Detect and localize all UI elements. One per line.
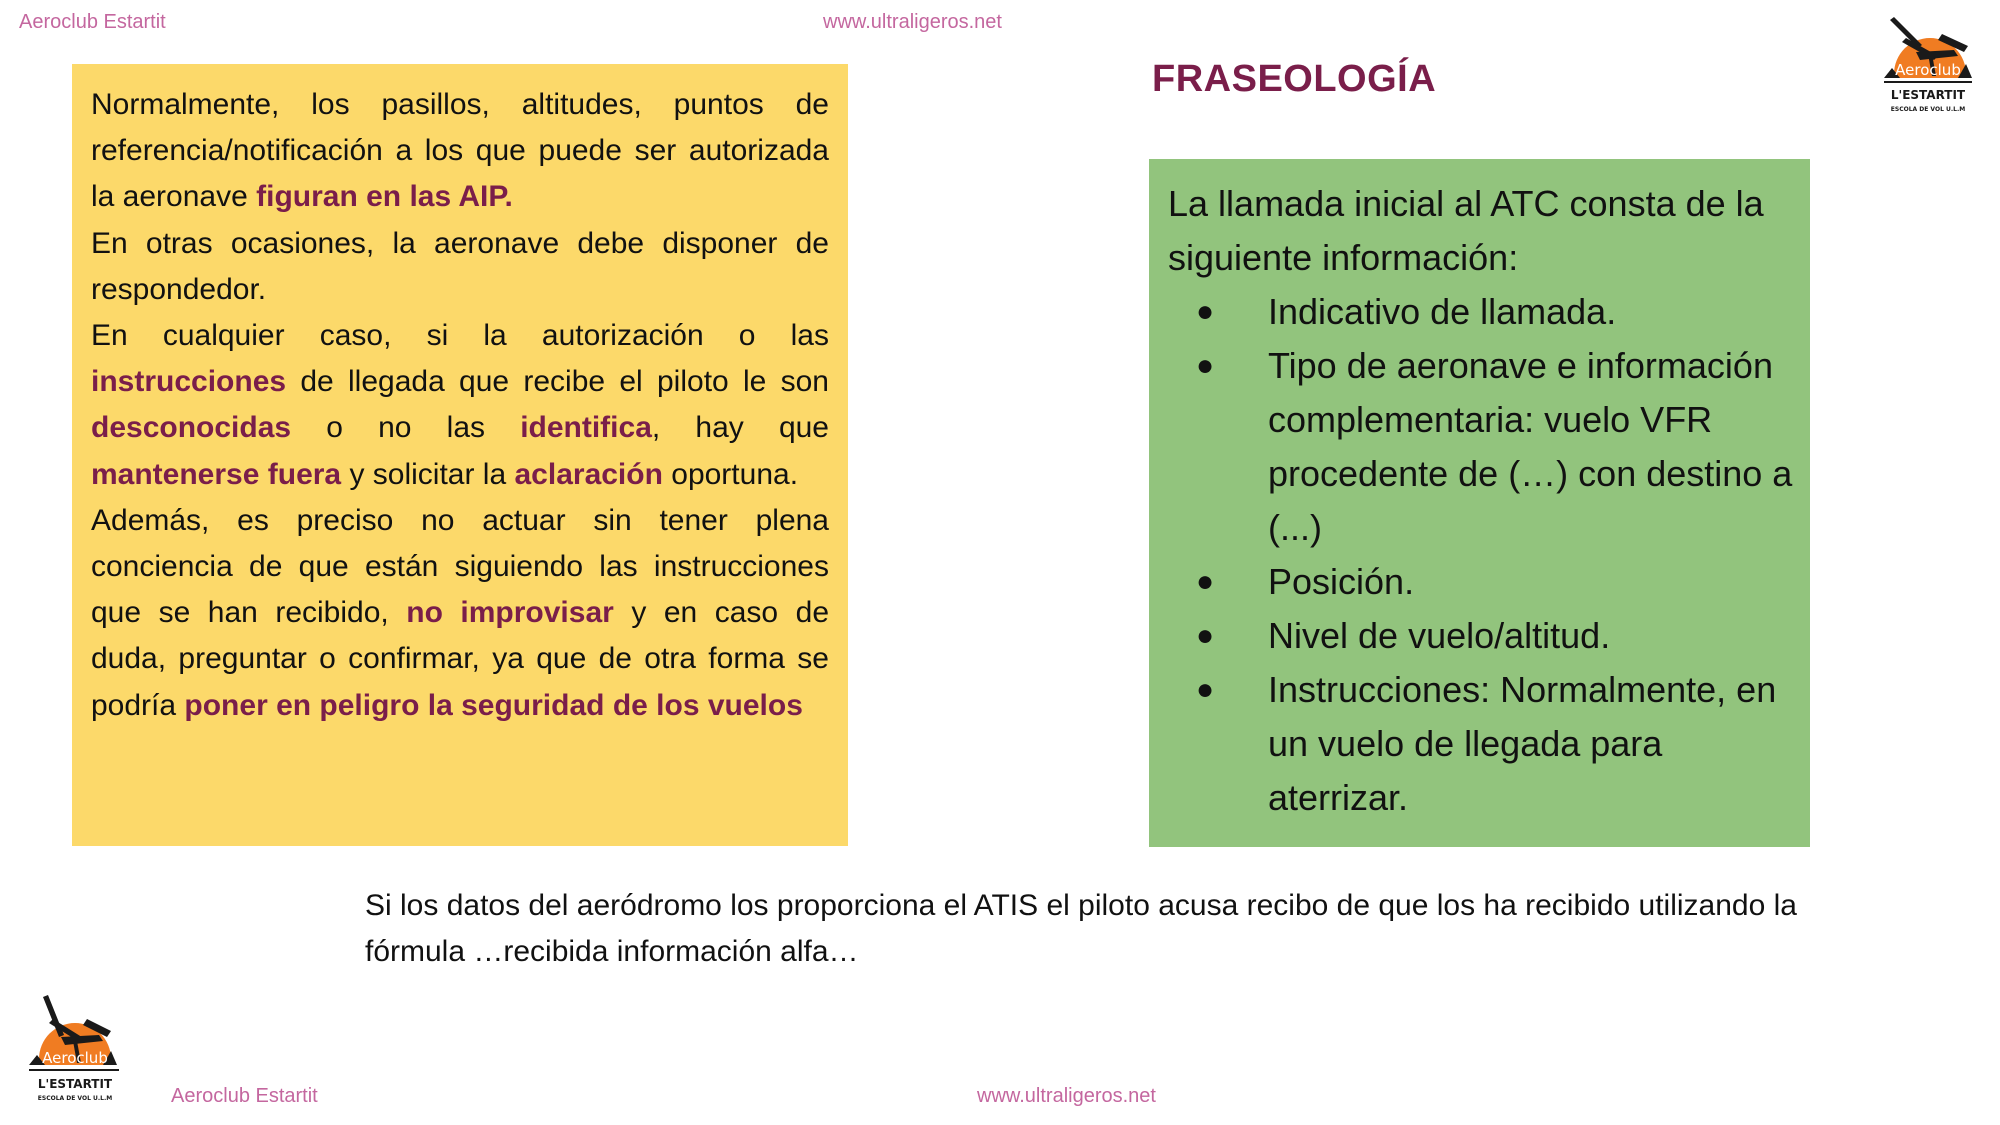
green-box-intro: La llamada inicial al ATC consta de la siguiente información: — [1168, 183, 1764, 278]
highlight-desconocidas: desconocidas — [91, 411, 292, 445]
highlight-aip: figuran en las AIP. — [256, 180, 513, 214]
highlight-mantenerse-fuera: mantenerse fuera — [91, 457, 342, 491]
atis-note: Si los datos del aeródromo los proporciona el ATIS el piloto acusa recibo de que los ha recibido utilizando la fórmula …recibida información alfa… — [365, 889, 1797, 968]
highlight-no-improvisar: no improvisar — [406, 596, 614, 630]
footer-center-url: www.ultraligeros.net — [977, 1085, 1156, 1107]
logo-name: L'ESTARTIT — [1890, 88, 1966, 102]
list-item: ● Posición. — [1168, 555, 1796, 609]
bullet-icon: ● — [1196, 349, 1215, 382]
logo-tag: ESCOLA DE VOL U.L.M — [37, 1095, 113, 1102]
highlight-instrucciones: instrucciones — [91, 365, 287, 399]
bullet-icon: ● — [1196, 295, 1215, 328]
list-item: ● Tipo de aeronave e información complementaria: vuelo VFR procedente de (…) con destino a (...) — [1168, 339, 1796, 555]
yellow-paragraph-4: Además, es preciso no actuar sin tener plena conciencia de que están siguiendo las instrucciones que se han recibido, no improvisar y en caso de duda, preguntar o confirmar, ya que de otra forma se podría poner en peligro la seguridad de los vuelos — [91, 503, 829, 722]
list-item: ● Indicativo de llamada. — [1168, 285, 1796, 339]
aeroclub-logo-top — [1872, 12, 1982, 137]
highlight-identifica: identifica — [520, 411, 652, 445]
header-left-text: Aeroclub Estartit — [19, 11, 166, 33]
yellow-paragraph-2: En otras ocasiones, la aeronave debe disponer de respondedor. — [91, 226, 829, 306]
page-title: FRASEOLOGÍA — [1152, 58, 1437, 100]
aeroclub-logo-bottom — [18, 993, 130, 1118]
footer-left-text: Aeroclub Estartit — [171, 1085, 318, 1107]
logo-word: Aeroclub — [42, 1049, 108, 1067]
yellow-info-box — [72, 64, 848, 846]
logo-name: L'ESTARTIT — [37, 1077, 113, 1091]
bullet-icon: ● — [1196, 673, 1215, 706]
highlight-poner-en-peligro: poner en peligro la seguridad de los vuelos — [184, 688, 803, 722]
list-item: ● Nivel de vuelo/altitud. — [1168, 609, 1796, 663]
list-item: ● Instrucciones: Normalmente, en un vuelo de llegada para aterrizar. — [1168, 663, 1796, 825]
green-bullet-list — [1168, 285, 1796, 825]
bullet-icon: ● — [1196, 565, 1215, 598]
logo-word: Aeroclub — [1895, 61, 1961, 79]
green-info-box — [1149, 159, 1810, 847]
bullet-icon: ● — [1196, 619, 1215, 652]
yellow-paragraph-3: En cualquier caso, si la autorización o las instrucciones de llegada que recibe el piloto le son desconocidas o no las identifica, hay que mantenerse fuera y solicitar la aclaración oportuna. — [91, 319, 829, 491]
logo-tag: ESCOLA DE VOL U.L.M — [1890, 106, 1966, 113]
header-center-url: www.ultraligeros.net — [823, 11, 1002, 33]
highlight-aclaracion: aclaración — [514, 457, 663, 491]
yellow-paragraph-1: Normalmente, los pasillos, altitudes, puntos de referencia/notificación a los que puede ser autorizada la aeronave figuran en las AIP. — [91, 88, 829, 214]
